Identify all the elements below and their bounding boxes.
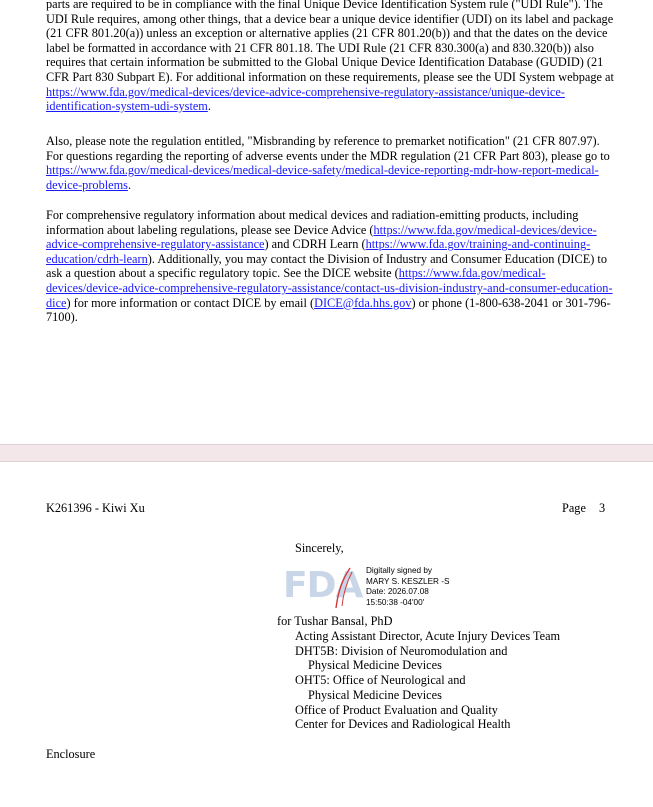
misbranding-paragraph (46, 134, 616, 192)
page-number: 3 (599, 501, 606, 515)
regulatory-text-5: ) or phone (1-800-638-2041 or 301-796-7100). (46, 295, 611, 325)
division-line-1: DHT5B: Division of Neuromodulation and (295, 644, 508, 658)
center-name: Center for Devices and Radiological Health (295, 717, 511, 731)
digital-signature-block (366, 566, 449, 608)
enclosure-label: Enclosure (46, 747, 96, 761)
udi-rule-paragraph (46, 0, 616, 114)
office-line-2: Physical Medicine Devices (308, 688, 442, 702)
digital-signature-time: 15:50:38 -04'00' (366, 597, 425, 607)
signer-name: for Tushar Bansal, PhD (277, 614, 393, 628)
document-header-left: K261396 - Kiwi Xu (46, 501, 145, 515)
cdrh-learn-link[interactable]: https://www.fda.gov/training-and-continuing-education/cdrh-learn (46, 237, 591, 266)
digital-signature-line: Digitally signed by (366, 566, 432, 575)
misbranding-text: Also, please note the regulation entitled, "Misbranding by reference to premarket notification" (21 CFR 807.97). For questions regarding the reporting of adverse events under the MDR regulation (21 CFR Part 803), please go to (46, 134, 610, 163)
regulatory-text-2: ) and CDRH Learn ( (264, 237, 366, 252)
office-product-evaluation: Office of Product Evaluation and Quality (295, 703, 498, 717)
signature-swoosh-icon (334, 566, 354, 610)
fda-logo-text: FDA (283, 565, 363, 606)
misbranding-text-end: . (127, 177, 132, 192)
regulatory-text-1: For comprehensive regulatory information about medical devices and radiation-emitting products, including information about labeling regulations, please see Device Advice ( (46, 208, 579, 237)
office-line-1: OHT5: Office of Neurological and (295, 673, 466, 687)
mdr-link[interactable]: https://www.fda.gov/medical-devices/medical-device-safety/medical-device-reporting-mdr-how-report-medical-device-problems (46, 163, 599, 192)
signer-title: Acting Assistant Director, Acute Injury Devices Team (295, 629, 561, 643)
udi-text: parts are required to be in compliance with the final Unique Device Identification System rule ("UDI Rule"). The UDI Rule requires, among other things, that a device bear a unique device identifier (UDI) on its label and package (21 CFR 801.20(a)) unless an exception or alternative applies (21 CFR 801.20(b)) and that the dates on the device label be formatted in accordance with 21 CFR 801.18. The UDI Rule (21 CFR 830.300(a) and 830.320(b)) also requires that certain information be submitted to the Global Unique Device Identification Database (GUDID) (21 CFR Part 830 Subpart E). For additional information on these requirements, please see the UDI System webpage at (46, 0, 614, 84)
udi-text-end: . (207, 99, 211, 114)
dice-email-link[interactable]: DICE@fda.hhs.gov (314, 295, 412, 310)
closing-salutation: Sincerely, (295, 541, 344, 555)
page-separator (0, 444, 653, 462)
digital-signature-signer: MARY S. KESZLER -S (366, 576, 450, 586)
digital-signature-date: Date: 2026.07.08 (366, 587, 429, 596)
page-label: Page (562, 501, 586, 515)
division-line-2: Physical Medicine Devices (308, 658, 442, 672)
regulatory-text-4: ) for more information or contact DICE by email ( (66, 295, 315, 310)
udi-system-link[interactable]: https://www.fda.gov/medical-devices/device-advice-comprehensive-regulatory-assistance/unique-device-identification-system-udi-system (46, 84, 565, 114)
dice-website-link[interactable]: https://www.fda.gov/medical-devices/device-advice-comprehensive-regulatory-assistance/contact-us-division-industry-and-consumer-education-dice (46, 266, 613, 310)
device-advice-link[interactable]: https://www.fda.gov/medical-devices/device-advice-comprehensive-regulatory-assistance (46, 222, 597, 252)
regulatory-text-3: ). Additionally, you may contact the Division of Industry and Consumer Education (DICE) to ask a question about a specific regulatory topic. See the DICE website ( (46, 251, 607, 281)
regulatory-info-paragraph (46, 208, 616, 325)
